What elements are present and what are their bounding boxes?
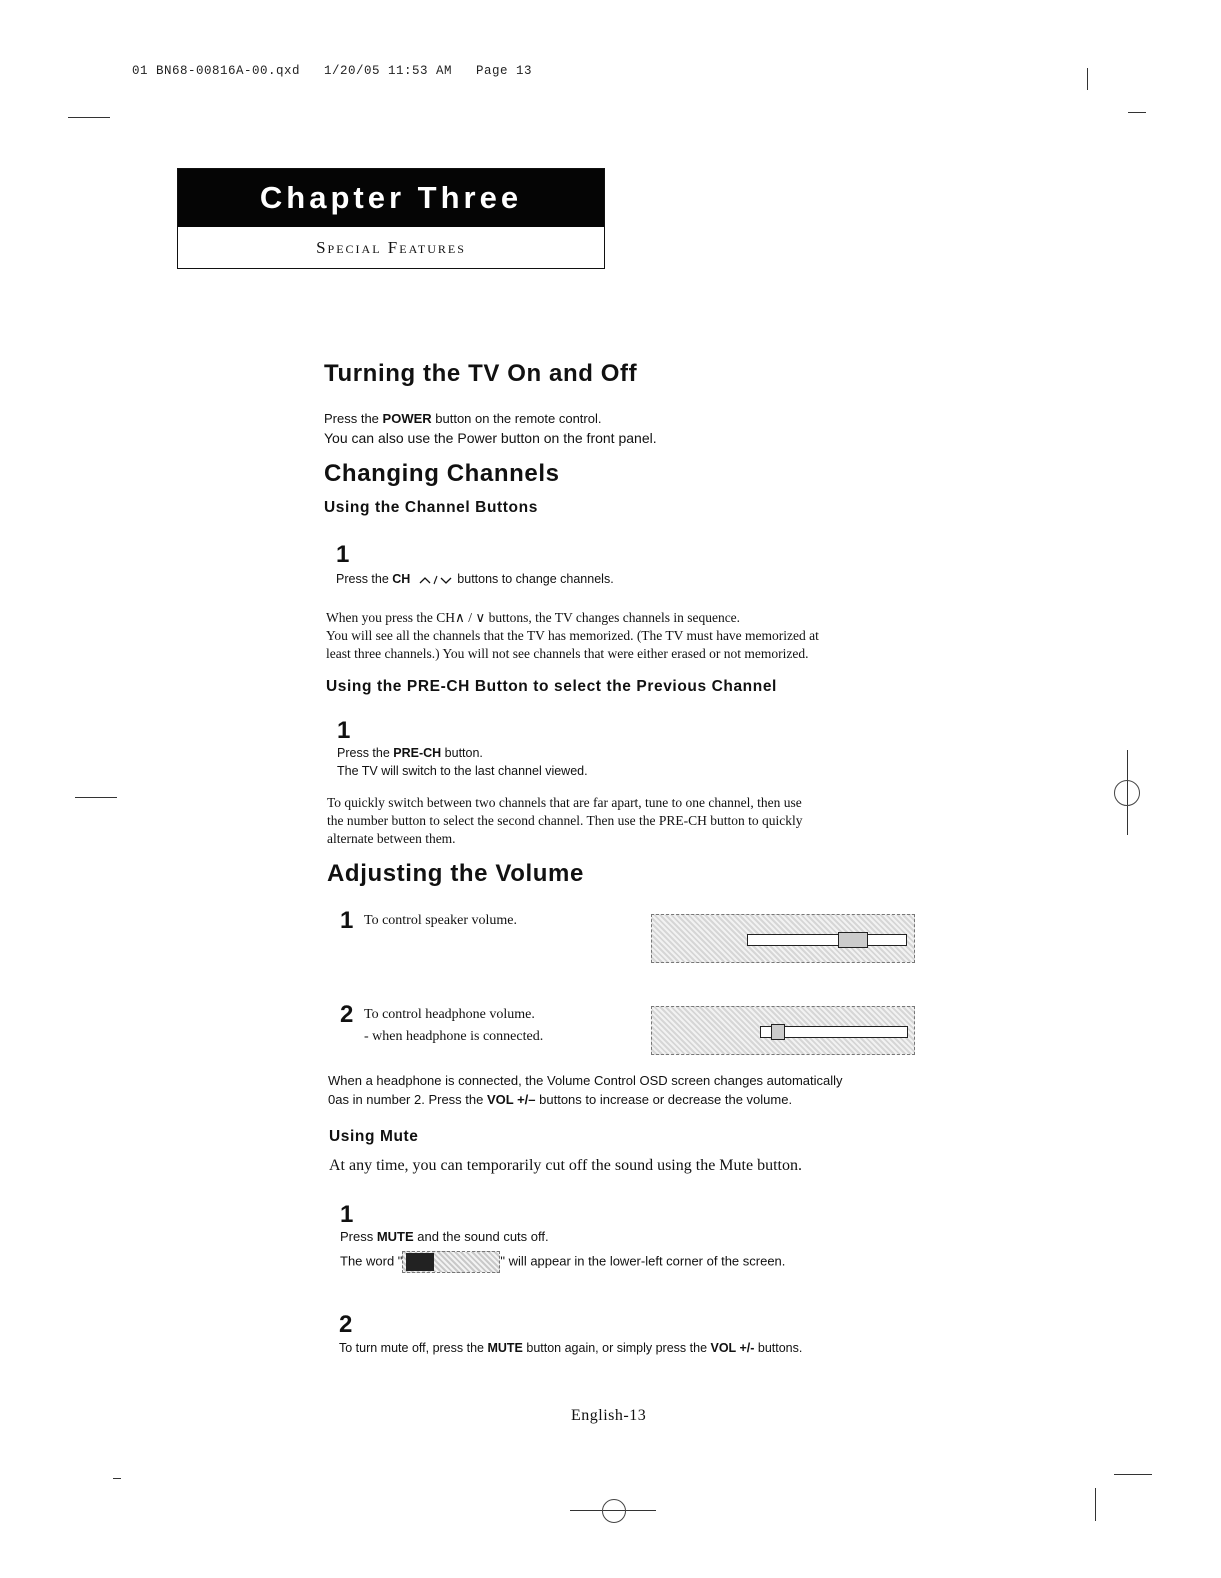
crop-mark xyxy=(1087,68,1088,90)
crop-mark xyxy=(1095,1488,1096,1521)
step-number: 2 xyxy=(340,1001,354,1028)
section-heading-volume: Adjusting the Volume xyxy=(327,860,584,887)
subheading-channel-buttons: Using the Channel Buttons xyxy=(324,499,538,516)
volume-level-indicator xyxy=(838,932,868,948)
chapter-header xyxy=(177,168,605,269)
section-heading-channels: Changing Channels xyxy=(324,460,560,487)
chapter-title: Chapter Three xyxy=(178,169,604,227)
subheading-pre-ch: Using the PRE-CH Button to select the Previous Channel xyxy=(326,678,777,695)
volume-step-2: To control headphone volume. xyxy=(364,1007,535,1022)
pre-ch-note-line-3: alternate between them. xyxy=(327,831,456,846)
channel-note-line-3: least three channels.) You will not see channels that were either erased or not memorized. xyxy=(326,646,809,661)
mute-step-1: Press MUTE and the sound cuts off. xyxy=(340,1229,549,1244)
crop-mark xyxy=(1128,112,1146,113)
pre-ch-step-1: Press the PRE-CH button. xyxy=(337,746,483,760)
crop-mark xyxy=(113,1478,121,1479)
mute-osd-icon xyxy=(402,1251,500,1273)
channel-note-line-2: You will see all the channels that the TV has memorized. (The TV must have memorized at xyxy=(326,628,819,643)
step-number: 1 xyxy=(340,1201,354,1228)
volume-step-1: To control speaker volume. xyxy=(364,913,517,928)
step-number: 1 xyxy=(337,717,351,744)
file-slug: 01 BN68-00816A-00.qxd 1/20/05 11:53 AM Page 13 xyxy=(132,64,533,78)
volume-level-indicator xyxy=(771,1024,785,1040)
power-line-1: Press the POWER button on the remote control. xyxy=(324,411,602,426)
step-number: 2 xyxy=(339,1311,353,1338)
power-line-2: You can also use the Power button on the front panel. xyxy=(324,430,657,446)
mute-intro: At any time, you can temporarily cut off the sound using the Mute button. xyxy=(329,1157,802,1174)
volume-note-line-1: When a headphone is connected, the Volume Control OSD screen changes automatically xyxy=(328,1073,843,1088)
mute-step-2: To turn mute off, press the MUTE button again, or simply press the VOL +/- buttons. xyxy=(339,1341,803,1355)
page-number: English-13 xyxy=(571,1407,647,1424)
registration-mark xyxy=(602,1499,626,1523)
speaker-volume-osd xyxy=(651,914,915,963)
crop-mark xyxy=(1114,1474,1152,1475)
channel-note-line-1: When you press the CH∧ / ∨ buttons, the TV changes channels in sequence. xyxy=(326,610,741,625)
mute-step-1-line-2: The word " " will appear in the lower-left corner of the screen. xyxy=(340,1251,785,1273)
pre-ch-note-line-2: the number button to select the second channel. Then use the PRE-CH button to quickly xyxy=(327,813,803,828)
arrow-up-down-icon xyxy=(418,575,454,585)
channel-step-1: Press the CH buttons to change channels. xyxy=(336,572,614,586)
subheading-mute: Using Mute xyxy=(329,1128,419,1145)
volume-note-line-2: 0as in number 2. Press the VOL +/– buttons to increase or decrease the volume. xyxy=(328,1092,793,1107)
crop-mark xyxy=(75,797,117,798)
volume-bar xyxy=(747,934,907,946)
pre-ch-step-1-line-2: The TV will switch to the last channel viewed. xyxy=(337,764,588,778)
section-heading-power: Turning the TV On and Off xyxy=(324,360,638,387)
chapter-subtitle: Special Features xyxy=(316,238,466,257)
step-number: 1 xyxy=(340,907,354,934)
volume-step-2-sub: - when headphone is connected. xyxy=(364,1029,544,1044)
registration-mark xyxy=(1114,780,1140,806)
headphone-volume-osd xyxy=(651,1006,915,1055)
step-number: 1 xyxy=(336,541,350,568)
speaker-mute-icon xyxy=(406,1253,434,1271)
pre-ch-note-line-1: To quickly switch between two channels that are far apart, tune to one channel, then use xyxy=(327,795,802,810)
crop-mark xyxy=(68,117,110,118)
